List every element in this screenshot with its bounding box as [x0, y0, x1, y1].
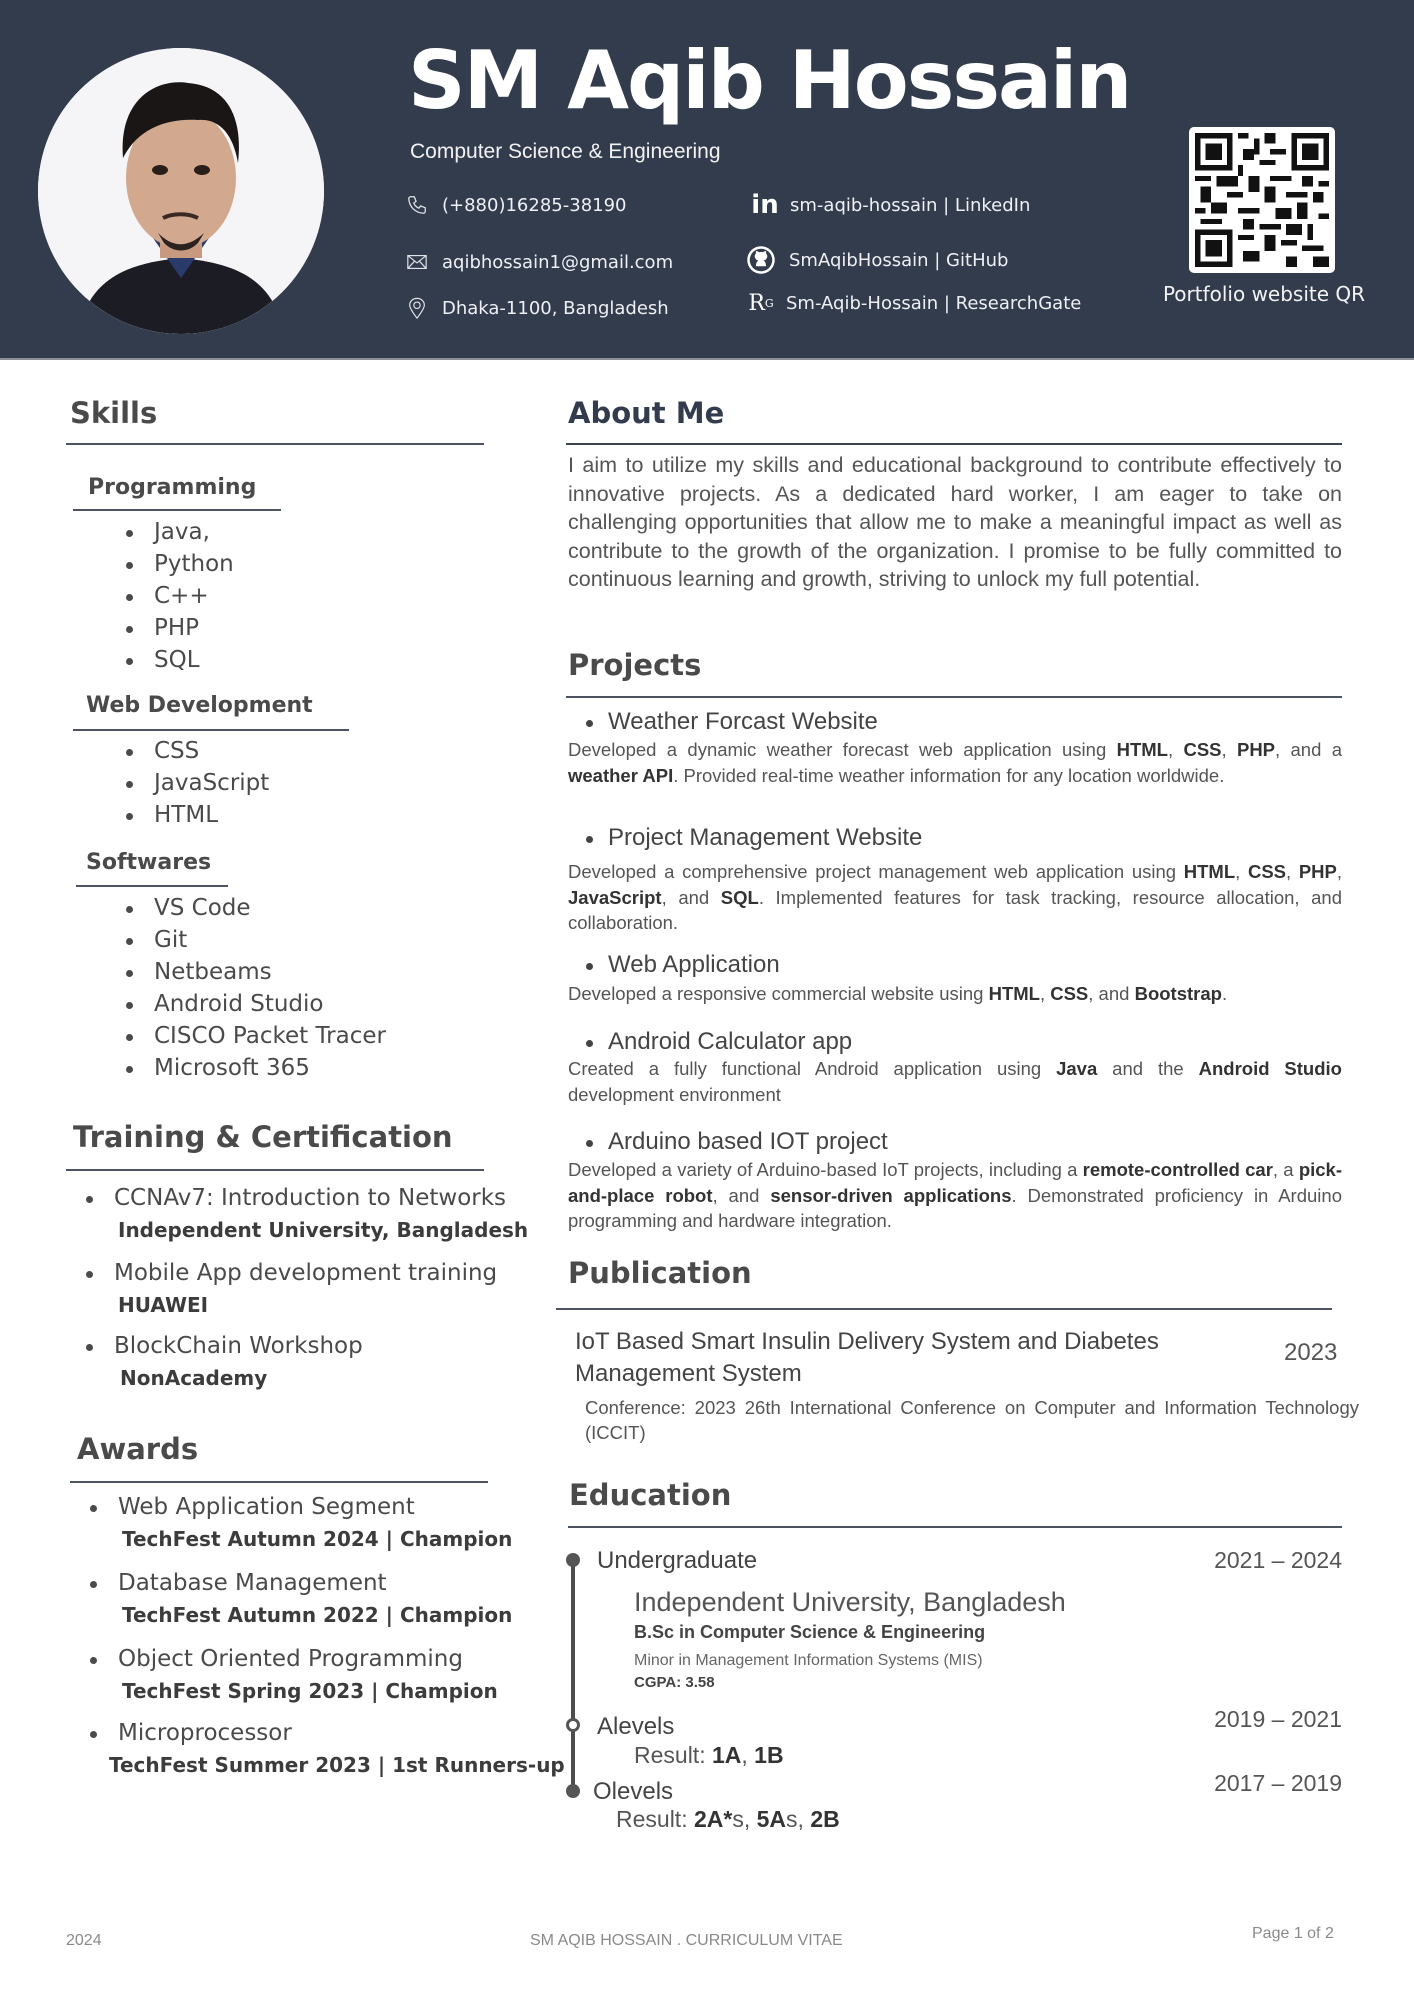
education-years: 2021 – 2024	[1214, 1547, 1342, 1573]
skill-item: Microsoft 365	[124, 1052, 386, 1084]
training-title: CCNAv7: Introduction to Networks	[84, 1182, 528, 1214]
skill-item: CSS	[124, 735, 269, 767]
project-description: Created a fully functional Android application using Java and the Android Studio development environment	[568, 1058, 1342, 1105]
researchgate-text: Sm-Aqib-Hossain | ResearchGate	[786, 292, 1082, 314]
publication-title: IoT Based Smart Insulin Delivery System and Diabetes Management System	[575, 1328, 1159, 1387]
publication-conference: Conference: 2023 26th International Conference on Computer and Information Technology (ICCIT)	[585, 1397, 1359, 1443]
emphasis-text: 2A*	[693, 1806, 733, 1832]
project-title: Arduino based IOT project	[580, 1128, 888, 1156]
training-divider	[66, 1169, 484, 1171]
publication-heading: Publication	[568, 1256, 752, 1290]
education-degree: B.Sc in Computer Science & Engineering	[634, 1622, 986, 1642]
project-description: Developed a variety of Arduino-based IoT projects, including a remote-controlled car, a pick-and-place robot, and sensor-driven applications. Demonstrated proficiency in Arduino programming and hardware integration.	[568, 1159, 1342, 1231]
about-divider	[566, 443, 1342, 445]
award-detail: TechFest Autumn 2022 | Champion	[122, 1603, 513, 1627]
emphasis-text: HTML	[1183, 861, 1236, 882]
linkedin-link[interactable]	[752, 192, 1030, 218]
education-result: Result: 1A, 1B	[634, 1742, 784, 1768]
education-result: Result: 2A*s, 5As, 2B	[616, 1806, 840, 1832]
email-address: aqibhossain1@gmail.com	[442, 251, 674, 273]
emphasis-text: 5A	[756, 1806, 787, 1832]
skill-item: Android Studio	[124, 988, 386, 1020]
emphasis-text: HTML	[988, 983, 1040, 1004]
award-item	[88, 1643, 498, 1707]
award-detail: TechFest Summer 2023 | 1st Runners-up	[109, 1753, 565, 1777]
location-text: Dhaka-1100, Bangladesh	[442, 297, 669, 319]
emphasis-text: pick-and-place robot	[568, 1159, 1342, 1206]
emphasis-text: Android Studio	[1198, 1058, 1342, 1079]
programming-heading: Programming	[88, 475, 257, 500]
education-level: Undergraduate	[597, 1547, 758, 1574]
skill-item: HTML	[124, 799, 269, 831]
portfolio-qr-code[interactable]	[1189, 127, 1335, 273]
training-org: Independent University, Bangladesh	[118, 1218, 529, 1242]
emphasis-text: CSS	[1183, 739, 1222, 760]
project-title: Weather Forcast Website	[580, 708, 878, 736]
emphasis-text: 1B	[754, 1742, 784, 1768]
emphasis-text: JavaScript	[568, 886, 662, 908]
education-years: 2019 – 2021	[1214, 1706, 1342, 1732]
timeline-dot	[566, 1718, 580, 1732]
education-heading: Education	[569, 1478, 732, 1512]
phone-icon	[404, 192, 430, 218]
project-title: Project Management Website	[580, 824, 922, 852]
award-title: Object Oriented Programming	[88, 1643, 498, 1675]
training-item	[84, 1330, 363, 1394]
github-link[interactable]	[745, 244, 1008, 276]
researchgate-icon: R G	[748, 290, 774, 316]
candidate-field: Computer Science & Engineering	[410, 140, 721, 163]
web-development-heading: Web Development	[86, 693, 313, 718]
email-icon	[404, 249, 430, 275]
training-item	[84, 1182, 528, 1246]
projects-heading: Projects	[568, 648, 702, 682]
projects-divider	[566, 696, 1342, 698]
education-level: Olevels	[593, 1778, 674, 1805]
training-title: BlockChain Workshop	[84, 1330, 363, 1362]
education-years: 2017 – 2019	[1214, 1770, 1342, 1796]
training-org: NonAcademy	[120, 1366, 268, 1390]
emphasis-text: weather API	[568, 764, 674, 786]
timeline-dot	[566, 1784, 580, 1798]
skill-item: PHP	[124, 612, 234, 644]
skill-item: JavaScript	[124, 767, 269, 799]
programming-divider	[73, 509, 281, 511]
programming-list	[124, 516, 234, 676]
footer-title: SM AQIB HOSSAIN . CURRICULUM VITAE	[530, 1932, 843, 1949]
github-text: SmAqibHossain | GitHub	[789, 249, 1009, 271]
emphasis-text: 2B	[810, 1806, 840, 1832]
linkedin-icon: in	[751, 190, 779, 220]
footer-year: 2024	[66, 1932, 102, 1949]
skill-item: Git	[124, 924, 386, 956]
skill-item: SQL	[124, 644, 234, 676]
emphasis-text: CSS	[1247, 861, 1286, 882]
linkedin-text: sm-aqib-hossain | LinkedIn	[790, 194, 1031, 216]
publication-divider	[556, 1308, 1332, 1310]
emphasis-text: SQL	[720, 886, 759, 908]
web-development-divider	[73, 729, 349, 731]
profile-photo	[38, 48, 324, 334]
award-item	[88, 1717, 565, 1781]
publication-year: 2023	[1284, 1339, 1338, 1366]
education-divider	[568, 1526, 1342, 1528]
training-item	[84, 1257, 497, 1321]
education-timeline	[571, 1560, 575, 1796]
award-item	[88, 1491, 512, 1555]
about-text: I aim to utilize my skills and educational background to contribute effectively to innovative projects. As a dedicated hard worker, I am eager to take on challenging opportunities that allow me to make a meaningful impact as well as contribute to the growth of the organization. I promise to be fully committed to continuous learning and growth, striving to unlock my full potential.	[568, 453, 1342, 592]
award-item	[88, 1567, 512, 1631]
project-description: Developed a dynamic weather forecast web application using HTML, CSS, PHP, and a weather API. Provided real-time weather information for any location worldwide.	[568, 739, 1343, 786]
profile-photo-illustration	[38, 48, 324, 334]
skills-heading: Skills	[70, 396, 158, 430]
emphasis-text: CSS	[1050, 983, 1089, 1004]
researchgate-link[interactable]	[748, 290, 1081, 316]
phone-contact[interactable]	[404, 192, 627, 218]
phone-number: (+880)16285-38190	[442, 194, 627, 216]
github-icon	[745, 244, 777, 276]
about-heading: About Me	[568, 396, 725, 430]
emphasis-text: Java	[1056, 1058, 1098, 1079]
emphasis-text: sensor-driven applications	[770, 1184, 1012, 1206]
emphasis-text: PHP	[1236, 739, 1276, 760]
emphasis-text: remote-controlled car	[1082, 1159, 1273, 1180]
training-title: Mobile App development training	[84, 1257, 497, 1289]
skill-item: VS Code	[124, 892, 386, 924]
award-title: Database Management	[88, 1567, 512, 1599]
skill-item: CISCO Packet Tracer	[124, 1020, 386, 1052]
training-heading: Training & Certification	[73, 1120, 453, 1154]
award-detail: TechFest Spring 2023 | Champion	[122, 1679, 498, 1703]
qr-code-icon	[1195, 133, 1329, 267]
page-indicator: Page 1 of 2	[1252, 1925, 1334, 1942]
location-pin-icon	[404, 295, 430, 321]
awards-divider	[70, 1481, 488, 1483]
skill-item: Java,	[124, 516, 234, 548]
skill-item: Netbeams	[124, 956, 386, 988]
softwares-list	[124, 892, 386, 1084]
header-banner	[0, 0, 1414, 360]
award-title: Web Application Segment	[88, 1491, 512, 1523]
training-org: HUAWEI	[118, 1293, 209, 1317]
timeline-dot	[566, 1553, 580, 1567]
skills-divider	[66, 443, 484, 445]
education-cgpa: CGPA: 3.58	[634, 1674, 715, 1691]
project-title: Web Application	[580, 951, 780, 979]
award-detail: TechFest Autumn 2024 | Champion	[122, 1527, 513, 1551]
email-contact[interactable]	[404, 249, 673, 275]
emphasis-text: HTML	[1116, 739, 1168, 760]
education-minor: Minor in Management Information Systems (MIS)	[634, 1652, 983, 1669]
web-development-list	[124, 735, 269, 831]
education-school: Independent University, Bangladesh	[634, 1587, 1066, 1617]
project-title: Android Calculator app	[580, 1028, 852, 1056]
qr-caption: Portfolio website QR	[1162, 282, 1366, 306]
awards-heading: Awards	[77, 1432, 199, 1466]
project-description: Developed a comprehensive project management web application using HTML, CSS, PHP, JavaScript, and SQL. Implemented features for task tracking, resource allocation, and collaboration.	[568, 861, 1343, 933]
candidate-name: SM Aqib Hossain	[408, 34, 1131, 127]
award-title: Microprocessor	[88, 1717, 565, 1749]
location-contact	[404, 295, 669, 321]
emphasis-text: 1A	[711, 1742, 742, 1768]
skill-item: C++	[124, 580, 234, 612]
softwares-divider	[76, 885, 228, 887]
skill-item: Python	[124, 548, 234, 580]
emphasis-text: Bootstrap	[1134, 983, 1222, 1004]
emphasis-text: PHP	[1298, 861, 1337, 882]
project-description: Developed a responsive commercial website using HTML, CSS, and Bootstrap.	[568, 983, 1228, 1004]
softwares-heading: Softwares	[86, 850, 212, 875]
education-level: Alevels	[597, 1713, 675, 1740]
